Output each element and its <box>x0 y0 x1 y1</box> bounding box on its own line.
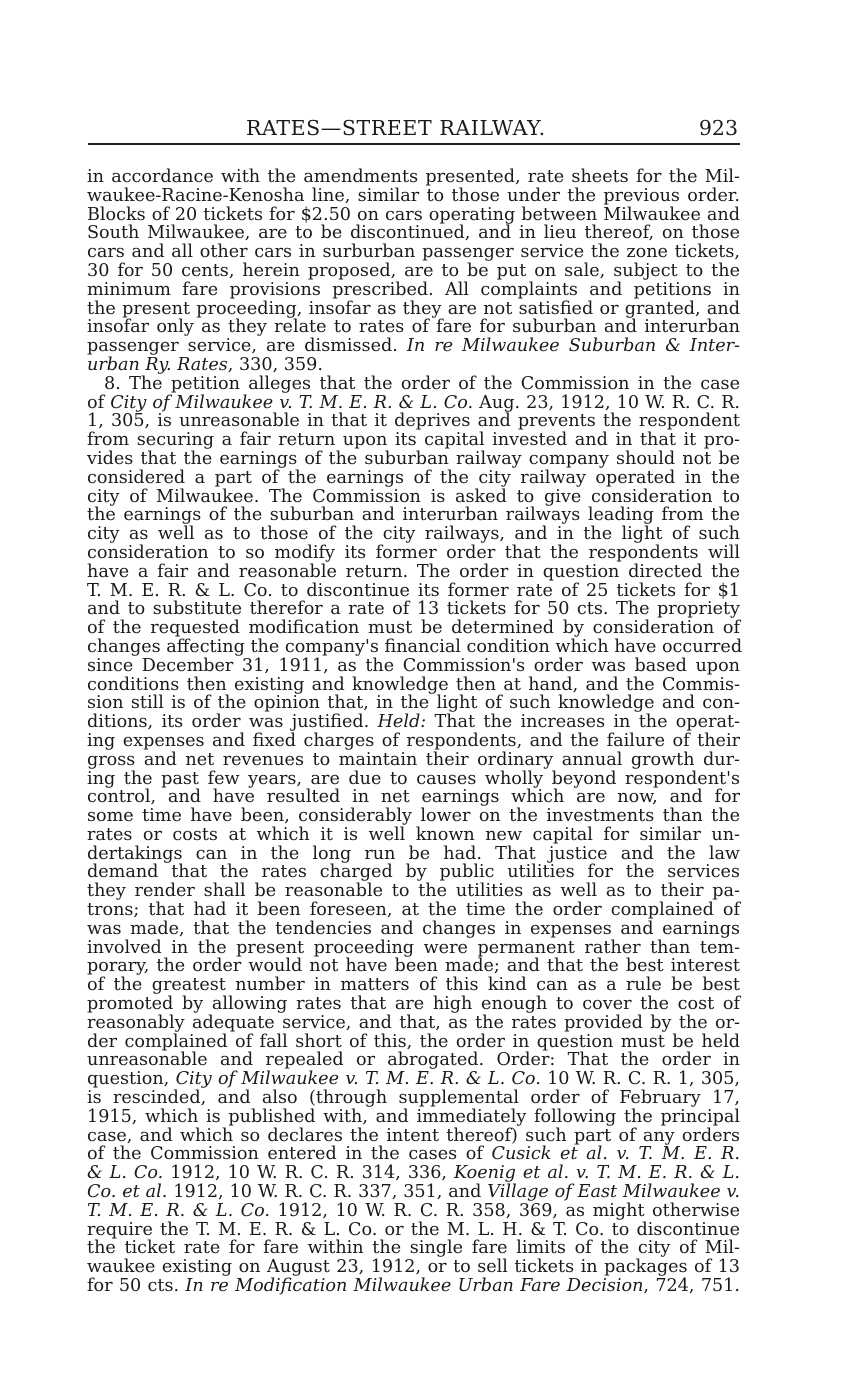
text-line <box>87 939 740 958</box>
text-line <box>87 1164 740 1183</box>
text-span: Aug. 23, 1912, 10 W. R. C. R. <box>473 392 741 413</box>
text-line <box>87 1089 740 1108</box>
text-span: control, and have resulted in net earnings which are now, and for <box>87 787 740 808</box>
text-line <box>87 788 740 807</box>
text-line <box>87 450 740 469</box>
italic-span: City of Milwaukee v. T. M. E. R. & L. Co. <box>175 1069 541 1090</box>
text-span: in accordance with the amendments presented, rate sheets for the Mil- <box>87 167 740 187</box>
text-line <box>87 582 740 601</box>
italic-span: City of Milwaukee v. T. M. E. R. & L. Co. <box>110 392 474 413</box>
running-title: RATES—STREET RAILWAY. <box>246 116 546 140</box>
text-line <box>87 1277 740 1296</box>
italic-span: Koenig et al. v. T. M. E. R. & L. <box>453 1163 740 1184</box>
text-span: involved in the present proceeding were permanent rather than tem- <box>87 937 740 958</box>
text-span: vides that the earnings of the suburban railway company should not be <box>87 448 740 469</box>
text-span: South Milwaukee, are to be discontinued, and in lieu thereof, on those <box>87 223 740 244</box>
italic-span: Co. et al. <box>87 1182 168 1203</box>
text-span: That the increases in the operat- <box>426 712 740 733</box>
text-span: , 330, 359. <box>227 354 323 375</box>
text-span: 1912, 10 W. R. C. R. 337, 351, and <box>167 1182 488 1203</box>
text-span: considered a part of the earnings of the city railway operated in the <box>87 467 740 488</box>
text-span: the earnings of the suburban and interurban railways leading from the <box>87 505 740 526</box>
text-span: promoted by allowing rates that are high enough to cover the cost of <box>87 994 740 1015</box>
text-span: sion still is of the opinion that, in the light of such knowledge and con- <box>87 693 740 714</box>
text-span: waukee-Racine-Kenosha line, similar to those under the previous order. <box>87 185 740 206</box>
text-span: minimum fare provisions prescribed. All complaints and petitions in <box>87 279 740 300</box>
text-line <box>87 318 740 337</box>
text-line <box>87 845 740 864</box>
text-line <box>87 375 740 394</box>
text-line <box>87 187 740 206</box>
text-line <box>87 694 740 713</box>
text-line <box>87 1221 740 1240</box>
text-line <box>87 863 740 882</box>
text-span: 8. The petition alleges that the order of the Commission in the case <box>104 373 740 394</box>
text-line <box>87 901 740 920</box>
text-span: and to substitute therefor a rate of 13 tickets for 50 cts. The propriety <box>87 599 740 620</box>
text-span: ditions, its order was justified. <box>87 712 378 733</box>
text-line <box>87 957 740 976</box>
text-line <box>87 976 740 995</box>
text-span: of <box>87 392 111 413</box>
text-line <box>87 1258 740 1277</box>
text-span: waukee existing on August 23, 1912, or to sell tickets in packages of 13 <box>87 1257 740 1278</box>
text-span: porary, the order would not have been made; and that the best interest <box>87 956 740 977</box>
italic-span: & L. Co. <box>87 1163 164 1184</box>
text-span: some time have been, considerably lower on the investments than the <box>87 806 740 827</box>
italic-span: urban Ry. Rates <box>87 354 228 375</box>
text-span: trons; that had it been foreseen, at the time the order complained of <box>87 900 740 921</box>
text-line <box>87 713 740 732</box>
text-line <box>87 619 740 638</box>
text-span: of the Commission entered in the cases of <box>87 1144 492 1165</box>
text-line <box>87 412 740 431</box>
header-rule <box>88 143 740 145</box>
text-line <box>87 206 740 225</box>
text-span: 1915, which is published with, and immediately following the principal <box>87 1106 740 1127</box>
text-span: demand that the rates charged by public utilities for the services <box>87 862 740 883</box>
text-span: T. M. E. R. & L. Co. to discontinue its former rate of 25 tickets for $1 <box>87 580 740 601</box>
text-span: the ticket rate for fare within the single fare limits of the city of Mil- <box>87 1238 740 1259</box>
text-span: is rescinded, and also (through supplemental order of February 17, <box>87 1088 740 1109</box>
text-span: 10 W. R. C. R. 1, 305, <box>540 1069 741 1090</box>
text-span: of the requested modification must be determined by consideration of <box>87 618 740 639</box>
text-line <box>87 431 740 450</box>
text-line <box>87 1202 740 1221</box>
text-line <box>87 1014 740 1033</box>
text-span: of the greatest number in matters of this kind can as a rule be best <box>87 975 740 996</box>
text-line <box>87 1051 740 1070</box>
text-line <box>87 600 740 619</box>
text-line <box>87 168 740 187</box>
text-line <box>87 826 740 845</box>
text-span: ing expenses and fixed charges of respondents, and the failure of their <box>87 730 740 751</box>
text-line <box>87 262 740 281</box>
text-span: insofar only as they relate to rates of fare for suburban and interurban <box>87 317 740 338</box>
text-span: question, <box>87 1069 176 1090</box>
text-line <box>87 506 740 525</box>
italic-span: In re Milwaukee Suburban & Inter- <box>406 336 741 357</box>
text-span: conditions then existing and knowledge then at hand, and the Commis- <box>87 674 740 695</box>
text-span: passenger service, are dismissed. <box>87 336 407 357</box>
text-span: unreasonable and repealed or abrogated. Order: That the order in <box>87 1050 740 1071</box>
text-line <box>87 1183 740 1202</box>
italic-span: Held: <box>377 712 427 733</box>
text-line <box>87 243 740 262</box>
page-header <box>88 112 740 142</box>
text-line <box>87 224 740 243</box>
text-span: der complained of fall short of this, the order in question must be held <box>87 1031 740 1052</box>
text-span: the present proceeding, insofar as they are not satisfied or granted, and <box>87 298 740 319</box>
italic-span: Cusick et al. v. T. M. E. R. <box>491 1144 740 1165</box>
text-line <box>87 300 740 319</box>
text-span: , 724, 751. <box>643 1276 740 1297</box>
text-line <box>87 657 740 676</box>
text-span: gross and net revenues to maintain their ordinary annual growth dur- <box>87 749 740 770</box>
text-line <box>87 1108 740 1127</box>
text-line <box>87 636 743 657</box>
italic-span: Village of East Milwaukee v. <box>487 1182 740 1203</box>
text-line <box>87 751 740 770</box>
italic-span: In re Modification Milwaukee Urban Fare Decision <box>185 1276 644 1297</box>
text-span: 1, 305, is unreasonable in that it deprives and prevents the respondent <box>87 411 740 432</box>
text-line <box>87 356 740 375</box>
text-span: 1912, 10 W. R. C. R. 358, 369, as might otherwise <box>270 1200 741 1221</box>
text-line <box>87 1033 740 1052</box>
text-line <box>87 1127 740 1146</box>
text-line <box>87 770 740 789</box>
text-line <box>87 995 740 1014</box>
text-span: 30 for 50 cents, herein proposed, are to be put on sale, subject to the <box>87 260 740 281</box>
text-line <box>87 920 740 939</box>
text-span: require the T. M. E. R. & L. Co. or the M. L. H. & T. Co. to discontinue <box>87 1219 740 1240</box>
text-line <box>87 1145 740 1164</box>
text-line <box>87 676 740 695</box>
text-span: 1912, 10 W. R. C. R. 314, 336, <box>163 1163 454 1184</box>
text-span: city of Milwaukee. The Commission is asked to give consideration to <box>87 486 740 507</box>
page-number: 923 <box>698 116 738 140</box>
text-span: for 50 cts. <box>87 1276 186 1297</box>
text-line <box>87 488 740 507</box>
text-line <box>87 807 740 826</box>
text-span: city as well as to those of the city railways, and in the light of such <box>87 524 740 545</box>
text-line <box>87 1070 740 1089</box>
text-span: Blocks of 20 tickets for $2.50 on cars operating between Milwaukee and <box>87 204 740 225</box>
text-line <box>87 469 740 488</box>
text-line <box>87 563 740 582</box>
text-span: case, and which so declares the intent thereof) such part of any orders <box>87 1125 740 1146</box>
text-span: cars and all other cars in surburban passenger service the zone tickets, <box>87 242 740 263</box>
text-line <box>87 394 740 413</box>
text-span: changes affecting the company's financial condition which have occurred <box>87 636 743 657</box>
text-line <box>87 1239 740 1258</box>
text-line <box>87 281 740 300</box>
body-text <box>87 167 743 1297</box>
text-line <box>87 882 740 901</box>
text-line <box>87 337 740 356</box>
text-span: from securing a fair return upon its capital invested and in that it pro- <box>87 430 740 451</box>
italic-span: T. M. E. R. & L. Co. <box>87 1200 271 1221</box>
text-span: since December 31, 1911, as the Commission's order was based upon <box>87 655 740 676</box>
text-line <box>87 732 740 751</box>
text-span: was made, that the tendencies and changes in expenses and earnings <box>87 918 740 939</box>
text-line <box>87 525 740 544</box>
text-span: reasonably adequate service, and that, as the rates provided by the or- <box>87 1012 740 1033</box>
text-line <box>87 544 740 563</box>
text-span: rates or costs at which it is well known new capital for similar un- <box>87 824 740 845</box>
text-span: dertakings can in the long run be had. That justice and the law <box>87 843 740 864</box>
text-span: they render shall be reasonable to the utilities as well as to their pa- <box>87 881 740 902</box>
text-span: have a fair and reasonable return. The order in question directed the <box>87 561 740 582</box>
text-span: consideration to so modify its former order that the respondents will <box>87 542 740 563</box>
text-span: ing the past few years, are due to causes wholly beyond respondent's <box>87 768 740 789</box>
